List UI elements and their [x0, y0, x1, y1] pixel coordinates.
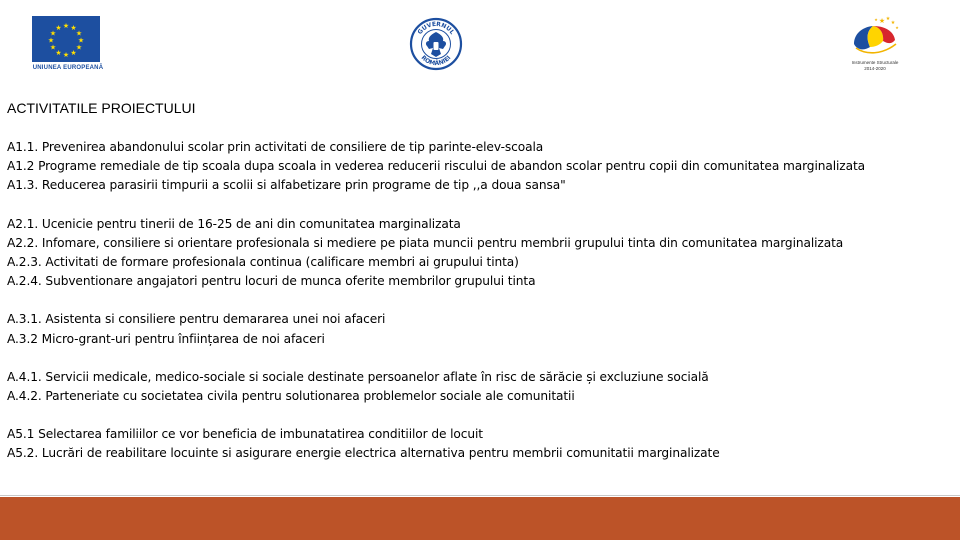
svg-text:★: ★ [75, 43, 83, 52]
svg-text:★: ★ [874, 17, 878, 22]
structural-instruments-caption [842, 60, 908, 72]
activity-group-2 [7, 215, 957, 292]
structural-instruments-emblem-icon [842, 14, 908, 58]
activity-item: A5.2. Lucrări de reabilitare locuinte si asigurare energie electrica alternativa pentru membrii comunitatii marginalizate [7, 446, 720, 461]
structural-instruments-logo [842, 14, 908, 76]
government-logo [409, 17, 463, 71]
activity-item: A2.2. Infomare, consiliere si orientare profesionala si mediere pe piata muncii pentru membrii grupului tinta din comunitatea marginalizata [7, 235, 844, 250]
eu-stars-icon [32, 16, 100, 62]
eu-flag-icon [32, 16, 100, 62]
svg-text:★: ★ [70, 49, 77, 57]
svg-text:★: ★ [77, 36, 85, 45]
svg-text:★: ★ [49, 43, 57, 52]
activity-group-3 [7, 310, 957, 348]
activity-item: A.2.4. Subventionare angajatori pentru locuri de munca oferite membrilor grupului tinta [7, 274, 536, 289]
eu-logo-caption: UNIUNEA EUROPEANĂ [32, 65, 104, 71]
activity-item: A5.1 Selectarea familiilor ce vor beneficia de imbunatatirea conditiilor de locuit [7, 427, 483, 442]
activity-item: A.3.2 Micro-grant-uri pentru înființarea de noi afaceri [7, 331, 325, 346]
svg-text:★: ★ [895, 25, 899, 30]
footer-band [0, 497, 960, 540]
seal-ring-text-bottom: ROMÂNIEI [419, 54, 453, 68]
svg-text:★: ★ [75, 29, 83, 38]
svg-text:★: ★ [47, 36, 55, 45]
page-title: ACTIVITATILE PROIECTULUI [7, 100, 196, 116]
svg-text:★: ★ [62, 22, 70, 30]
government-seal-icon [409, 17, 463, 71]
svg-text:★: ★ [49, 29, 57, 38]
svg-text:★: ★ [878, 17, 886, 25]
structural-instruments-caption-title: Instrumente Structurale [851, 60, 899, 65]
seal-ring-text-top: GUVERNUL [416, 20, 456, 36]
svg-text:★: ★ [62, 51, 70, 59]
activity-group-4 [7, 368, 957, 406]
svg-text:★: ★ [70, 24, 77, 32]
activity-item: A1.1. Prevenirea abandonului scolar prin activitati de consiliere de tip parinte-elev-scoala [7, 140, 544, 154]
activity-item: A2.1. Ucenicie pentru tinerii de 16-25 de ani din comunitatea marginalizata [7, 216, 461, 231]
activity-item: A.4.2. Parteneriate cu societatea civila pentru solutionarea problemelor sociale ale comunitatii [7, 388, 575, 403]
eu-logo [30, 16, 106, 76]
svg-text:★: ★ [890, 20, 896, 26]
activity-item: A.2.3. Activitati de formare profesionala continua (calificare membri ai grupului tinta) [7, 254, 519, 269]
footer-divider [0, 495, 960, 496]
structural-instruments-caption-years: 2014-2020 [864, 66, 886, 71]
activity-item: A.3.1. Asistenta si consiliere pentru demararea unei noi afaceri [7, 312, 386, 327]
svg-text:★: ★ [55, 24, 62, 32]
activity-item: A1.3. Reducerea parasirii timpurii a scolii si alfabetizare prin programe de tip ,,a doua sansa" [7, 178, 566, 193]
activity-item: A1.2 Programe remediale de tip scoala dupa scoala in vederea reducerii riscului de abandon scolar pentru copii din comunitatea marginalizata [7, 159, 866, 174]
svg-text:★: ★ [55, 49, 62, 57]
activity-group-1 [7, 138, 957, 196]
activities-list [7, 138, 957, 463]
activity-item: A.4.1. Servicii medicale, medico-sociale si sociale destinate persoanelor aflate în risc de sărăcie și excluziune socială [7, 369, 709, 384]
svg-text:★: ★ [885, 16, 891, 22]
activity-group-5 [7, 425, 957, 463]
